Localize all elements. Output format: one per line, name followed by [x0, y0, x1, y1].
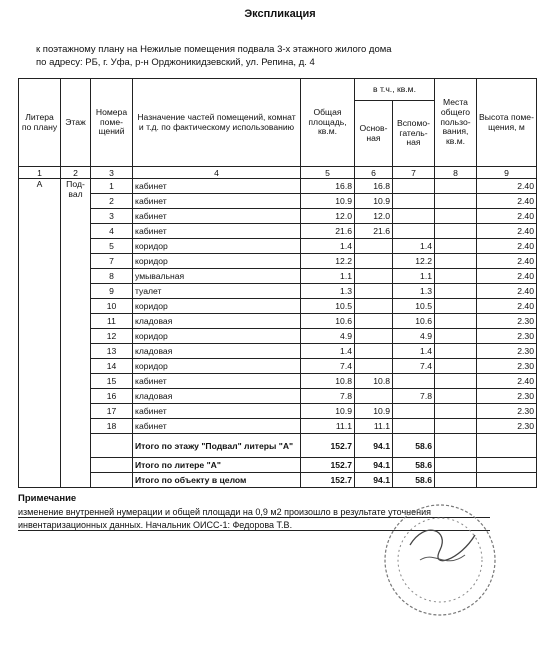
aux-area-cell: 7.4 — [393, 359, 435, 374]
room-number-cell: 12 — [91, 329, 133, 344]
empty-cell — [477, 458, 537, 473]
col-number: 1 — [19, 167, 61, 179]
litera-cell: А — [19, 179, 61, 488]
common-area-cell — [435, 284, 477, 299]
main-area-cell: 10.8 — [355, 374, 393, 389]
height-cell: 2.40 — [477, 374, 537, 389]
room-number-cell: 17 — [91, 404, 133, 419]
common-area-cell — [435, 239, 477, 254]
common-area-cell — [435, 404, 477, 419]
main-area-cell: 11.1 — [355, 419, 393, 434]
total-area-cell: 1.4 — [301, 344, 355, 359]
room-purpose-cell: кабинет — [133, 224, 301, 239]
height-cell: 2.40 — [477, 209, 537, 224]
room-purpose-cell: туалет — [133, 284, 301, 299]
header-total-area: Общая площадь, кв.м. — [301, 79, 355, 167]
main-area-cell: 10.9 — [355, 194, 393, 209]
room-number-cell: 2 — [91, 194, 133, 209]
height-cell: 2.40 — [477, 269, 537, 284]
total-area-cell: 10.8 — [301, 374, 355, 389]
total-area-cell: 1.3 — [301, 284, 355, 299]
main-area-cell — [355, 299, 393, 314]
room-number-cell: 18 — [91, 419, 133, 434]
empty-cell — [477, 473, 537, 488]
total-area-cell: 4.9 — [301, 329, 355, 344]
room-number-cell: 11 — [91, 314, 133, 329]
table-row — [19, 329, 537, 344]
main-area-cell: 12.0 — [355, 209, 393, 224]
note-line-2: инвентаризационных данных. Начальник ОИСС-1: Федорова Т.В. — [18, 520, 490, 531]
table-row — [19, 239, 537, 254]
aux-area-cell — [393, 209, 435, 224]
room-number-cell: 5 — [91, 239, 133, 254]
height-cell: 2.30 — [477, 329, 537, 344]
room-purpose-cell: кабинет — [133, 419, 301, 434]
aux-area-cell — [393, 194, 435, 209]
empty-cell — [91, 458, 133, 473]
official-stamp — [380, 500, 500, 620]
room-purpose-cell: коридор — [133, 299, 301, 314]
main-area-cell — [355, 269, 393, 284]
col-number: 4 — [133, 167, 301, 179]
table-row — [19, 284, 537, 299]
totals-label-cell: Итого по объекту в целом — [133, 473, 301, 488]
total-area-cell: 10.9 — [301, 194, 355, 209]
aux-area-cell — [393, 374, 435, 389]
common-area-cell — [435, 269, 477, 284]
col-number: 9 — [477, 167, 537, 179]
total-area-cell: 11.1 — [301, 419, 355, 434]
total-area-cell: 10.5 — [301, 299, 355, 314]
aux-area-cell — [393, 224, 435, 239]
main-area-cell — [355, 329, 393, 344]
room-number-cell: 4 — [91, 224, 133, 239]
totals-label-cell: Итого по литере "А" — [133, 458, 301, 473]
total-area-cell: 7.4 — [301, 359, 355, 374]
explication-table — [18, 78, 537, 488]
height-cell: 2.30 — [477, 344, 537, 359]
height-cell: 2.40 — [477, 254, 537, 269]
room-number-cell: 10 — [91, 299, 133, 314]
height-cell: 2.30 — [477, 419, 537, 434]
header-common-use: Места общего пользо-вания, кв.м. — [435, 79, 477, 167]
object-address: по адресу: РБ, г. Уфа, р-н Орджоникидзевский, ул. Репина, д. 4 — [36, 57, 315, 68]
common-area-cell — [435, 359, 477, 374]
room-number-cell: 8 — [91, 269, 133, 284]
floor-cell: Под-вал — [61, 179, 91, 488]
col-number: 8 — [435, 167, 477, 179]
totals-aux-cell: 58.6 — [393, 473, 435, 488]
room-number-cell: 7 — [91, 254, 133, 269]
room-number-cell: 16 — [91, 389, 133, 404]
header-aux-area: Вспомо-гатель-ная — [393, 101, 435, 167]
header-main-area: Основ-ная — [355, 101, 393, 167]
total-area-cell: 21.6 — [301, 224, 355, 239]
totals-main-cell: 94.1 — [355, 458, 393, 473]
table-row — [19, 194, 537, 209]
room-purpose-cell: кабинет — [133, 179, 301, 194]
totals-row — [19, 434, 537, 458]
common-area-cell — [435, 419, 477, 434]
totals-row — [19, 473, 537, 488]
empty-cell — [435, 458, 477, 473]
room-purpose-cell: кабинет — [133, 374, 301, 389]
col-number: 6 — [355, 167, 393, 179]
total-area-cell: 1.1 — [301, 269, 355, 284]
total-area-cell: 16.8 — [301, 179, 355, 194]
main-area-cell: 10.9 — [355, 404, 393, 419]
totals-total-cell: 152.7 — [301, 434, 355, 458]
height-cell: 2.30 — [477, 314, 537, 329]
common-area-cell — [435, 389, 477, 404]
table-row — [19, 389, 537, 404]
common-area-cell — [435, 194, 477, 209]
aux-area-cell: 1.4 — [393, 344, 435, 359]
height-cell: 2.40 — [477, 299, 537, 314]
table-row — [19, 254, 537, 269]
header-litera: Литера по плану — [19, 79, 61, 167]
table-row — [19, 314, 537, 329]
total-area-cell: 10.6 — [301, 314, 355, 329]
header-room-number: Номера поме-щений — [91, 79, 133, 167]
common-area-cell — [435, 344, 477, 359]
totals-total-cell: 152.7 — [301, 473, 355, 488]
aux-area-cell — [393, 404, 435, 419]
room-purpose-cell: кабинет — [133, 209, 301, 224]
room-number-cell: 15 — [91, 374, 133, 389]
totals-main-cell: 94.1 — [355, 434, 393, 458]
room-purpose-cell: коридор — [133, 239, 301, 254]
totals-aux-cell: 58.6 — [393, 458, 435, 473]
room-purpose-cell: кладовая — [133, 344, 301, 359]
header-height: Высота поме-щения, м — [477, 79, 537, 167]
total-area-cell: 12.2 — [301, 254, 355, 269]
object-description: к поэтажному плану на Нежилые помещения подвала 3-х этажного жилого дома — [36, 44, 392, 55]
main-area-cell — [355, 344, 393, 359]
aux-area-cell: 4.9 — [393, 329, 435, 344]
table-row — [19, 269, 537, 284]
note-line-1: изменение внутренней нумерации и общей площади на 0,9 м2 произошло в результате уточнения — [18, 507, 490, 518]
room-purpose-cell: кладовая — [133, 389, 301, 404]
main-area-cell: 16.8 — [355, 179, 393, 194]
common-area-cell — [435, 209, 477, 224]
main-area-cell — [355, 254, 393, 269]
table-row — [19, 374, 537, 389]
table-row — [19, 419, 537, 434]
height-cell: 2.40 — [477, 239, 537, 254]
empty-cell — [477, 434, 537, 458]
total-area-cell: 1.4 — [301, 239, 355, 254]
header-floor: Этаж — [61, 79, 91, 167]
height-cell: 2.30 — [477, 389, 537, 404]
table-row — [19, 299, 537, 314]
column-number-row — [19, 167, 537, 179]
height-cell: 2.40 — [477, 284, 537, 299]
col-number: 3 — [91, 167, 133, 179]
header-purpose: Назначение частей помещений, комнат и т.д. по фактическому использованию — [133, 79, 301, 167]
totals-total-cell: 152.7 — [301, 458, 355, 473]
room-purpose-cell: коридор — [133, 254, 301, 269]
height-cell: 2.30 — [477, 404, 537, 419]
room-purpose-cell: кабинет — [133, 404, 301, 419]
common-area-cell — [435, 224, 477, 239]
aux-area-cell: 1.4 — [393, 239, 435, 254]
aux-area-cell: 1.3 — [393, 284, 435, 299]
common-area-cell — [435, 254, 477, 269]
col-number: 2 — [61, 167, 91, 179]
aux-area-cell: 12.2 — [393, 254, 435, 269]
room-purpose-cell: коридор — [133, 359, 301, 374]
main-area-cell: 21.6 — [355, 224, 393, 239]
total-area-cell: 7.8 — [301, 389, 355, 404]
totals-main-cell: 94.1 — [355, 473, 393, 488]
room-number-cell: 1 — [91, 179, 133, 194]
room-purpose-cell: кладовая — [133, 314, 301, 329]
empty-cell — [91, 434, 133, 458]
main-area-cell — [355, 359, 393, 374]
height-cell: 2.40 — [477, 179, 537, 194]
table-row — [19, 224, 537, 239]
totals-row — [19, 458, 537, 473]
table-row — [19, 179, 537, 194]
header-including: в т.ч., кв.м. — [355, 79, 435, 101]
common-area-cell — [435, 299, 477, 314]
aux-area-cell: 10.5 — [393, 299, 435, 314]
room-number-cell: 3 — [91, 209, 133, 224]
aux-area-cell — [393, 419, 435, 434]
table-row — [19, 404, 537, 419]
empty-cell — [435, 473, 477, 488]
common-area-cell — [435, 179, 477, 194]
document-title: Экспликация — [244, 8, 316, 20]
room-number-cell: 14 — [91, 359, 133, 374]
common-area-cell — [435, 329, 477, 344]
main-area-cell — [355, 284, 393, 299]
room-number-cell: 13 — [91, 344, 133, 359]
room-purpose-cell: умывальная — [133, 269, 301, 284]
total-area-cell: 10.9 — [301, 404, 355, 419]
height-cell: 2.40 — [477, 224, 537, 239]
common-area-cell — [435, 374, 477, 389]
table-row — [19, 209, 537, 224]
room-purpose-cell: кабинет — [133, 194, 301, 209]
room-number-cell: 9 — [91, 284, 133, 299]
common-area-cell — [435, 314, 477, 329]
aux-area-cell — [393, 179, 435, 194]
note-heading: Примечание — [18, 493, 77, 504]
table-row — [19, 359, 537, 374]
empty-cell — [435, 434, 477, 458]
main-area-cell — [355, 314, 393, 329]
col-number: 5 — [301, 167, 355, 179]
table-row — [19, 344, 537, 359]
room-purpose-cell: коридор — [133, 329, 301, 344]
totals-label-cell: Итого по этажу "Подвал" литеры "А" — [133, 434, 301, 458]
total-area-cell: 12.0 — [301, 209, 355, 224]
main-area-cell — [355, 239, 393, 254]
height-cell: 2.40 — [477, 194, 537, 209]
main-area-cell — [355, 389, 393, 404]
height-cell: 2.30 — [477, 359, 537, 374]
aux-area-cell: 1.1 — [393, 269, 435, 284]
totals-aux-cell: 58.6 — [393, 434, 435, 458]
aux-area-cell: 7.8 — [393, 389, 435, 404]
empty-cell — [91, 473, 133, 488]
aux-area-cell: 10.6 — [393, 314, 435, 329]
col-number: 7 — [393, 167, 435, 179]
